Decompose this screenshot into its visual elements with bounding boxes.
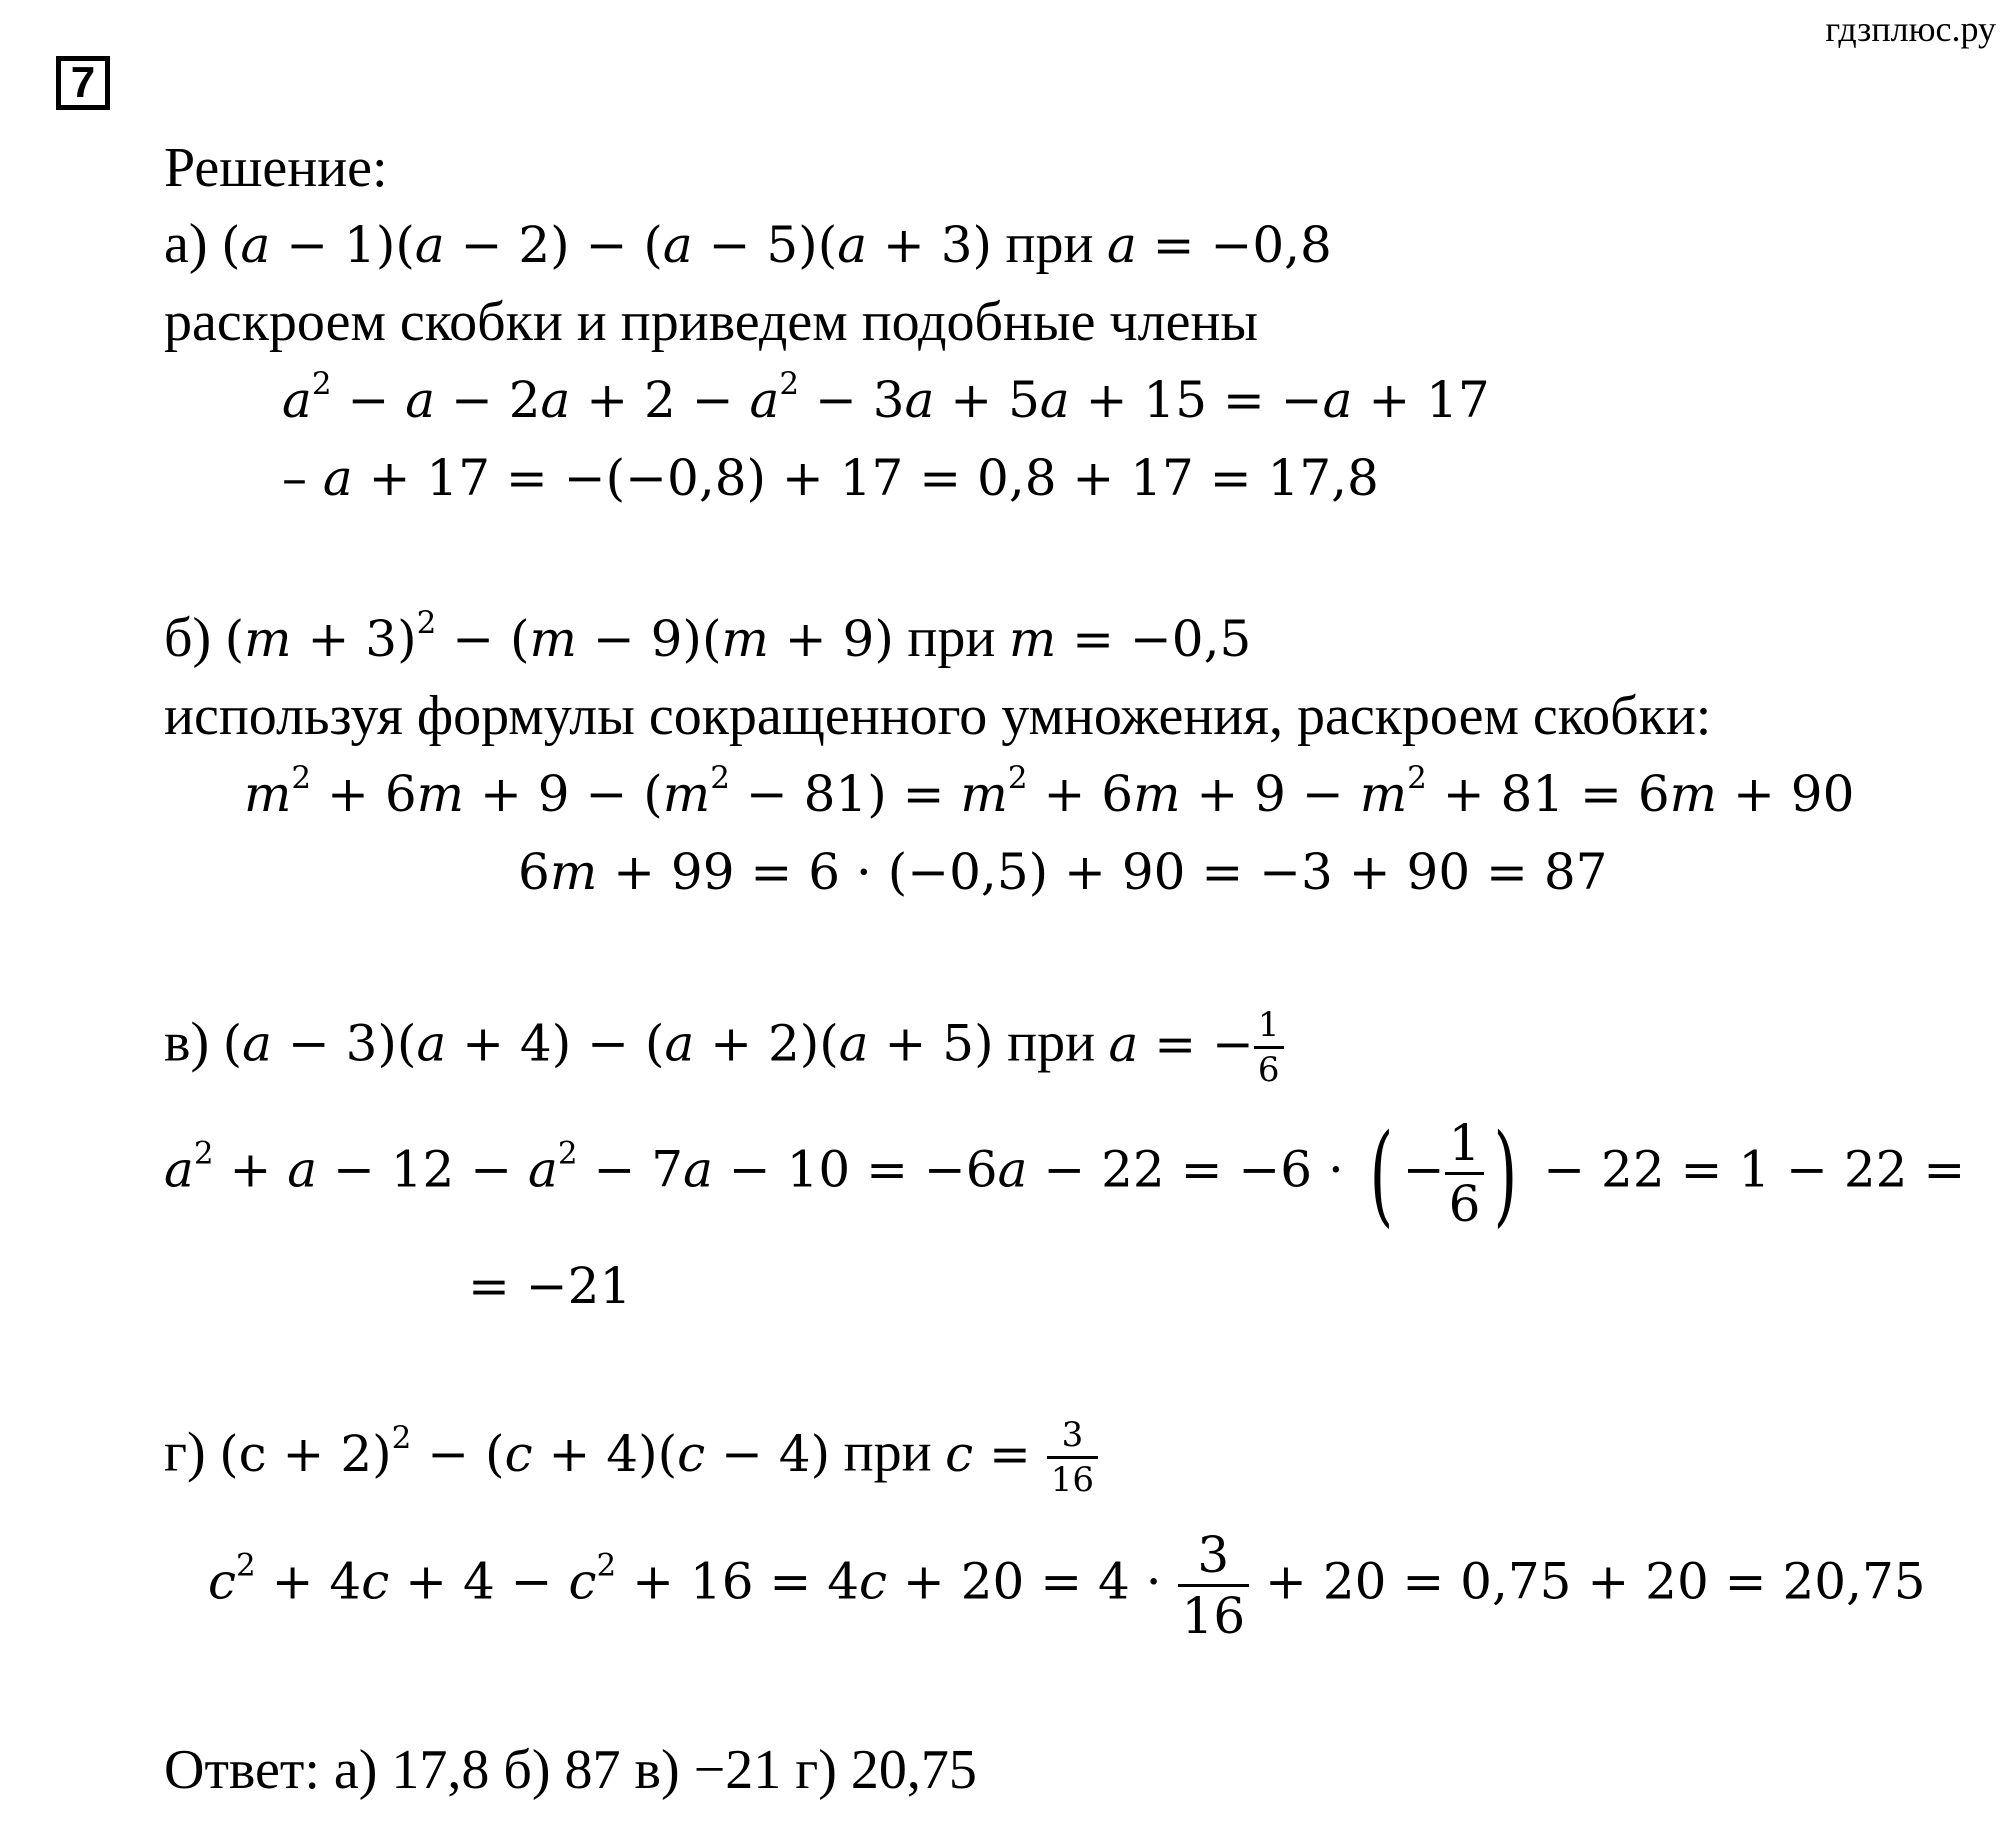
fraction-three-sixteenths: $\frac{3}{16}$	[1047, 1418, 1098, 1497]
part-v-condition-word: при	[1007, 1011, 1096, 1074]
part-a-condition: a = −0,8	[1106, 216, 1332, 274]
part-b-problem	[164, 604, 1252, 669]
part-b-step-1: $m^2 + 6m + 9 - (m^2 - 81) = m^2 + 6m + 9 - m^2 + 81 = 6m + 90$	[244, 759, 1855, 823]
part-v-expression: (a − 3)(a + 4) − (a + 2)(a + 5)	[222, 1014, 994, 1073]
part-b-label: б)	[164, 607, 212, 669]
part-a-step-2: – a + 17 = −(−0,8) + 17 = 0,8 + 17 = 17,8	[282, 449, 1379, 507]
part-g-condition-word: при	[843, 1421, 932, 1484]
part-a-step-1: $a^2 - a - 2a + 2 - a^2 - 3a + 5a + 15 = -a + 17$	[282, 365, 1490, 429]
part-g-label: г)	[164, 1421, 206, 1484]
part-b-explanation: используя формулы сокращенного умножения, раскроем скобки:	[164, 685, 1712, 747]
part-b-expression: $(m + 3)^2 - (m - 9)(m + 9)$	[224, 604, 894, 668]
part-a-explanation: раскроем скобки и приведем подобные члены	[164, 291, 1259, 353]
part-a-condition-word: при	[1005, 213, 1094, 275]
part-v-label: в)	[164, 1011, 210, 1074]
part-g-condition: c = $\frac{3}{16}$	[945, 1425, 1098, 1483]
part-g-expression: $(c + 2)^2 - (c + 4)(c - 4)$	[219, 1419, 831, 1483]
part-g-step-1: $c^2 + 4c + 4 - c^2 + 16 = 4c + 20 = 4$ · $\frac{3}{16}$ + 20 = 0,75 + 20 = 20,75	[208, 1526, 1926, 1645]
part-v-problem	[164, 1005, 1284, 1090]
part-a-label: а)	[164, 213, 208, 275]
part-v-step-2: = −21	[468, 1257, 632, 1315]
solution-heading: Решение:	[164, 137, 388, 199]
part-a-problem	[164, 214, 1332, 275]
part-b-condition-word: при	[907, 607, 996, 669]
part-b-step-2: 6m + 99 = 6 · (−0,5) + 90 = −3 + 90 = 87	[518, 843, 1608, 901]
part-v-step-1: $a^2 + a - 12 - a^2 - 7a - 10 = -6a - 22 = -6$ · ( − $\frac{1}{6}$ ) − 22 = 1 − 22 =	[164, 1109, 1966, 1238]
fraction-one-sixth: $\frac{1}{6}$	[1254, 1008, 1284, 1087]
answer-line: Ответ: а) 17,8 б) 87 в) −21 г) 20,75	[164, 1739, 977, 1801]
fraction-three-sixteenths-large: $\frac{3}{16}$	[1178, 1530, 1250, 1641]
fraction-one-sixth-large: $\frac{1}{6}$	[1445, 1118, 1485, 1229]
part-v-condition: a = − $\frac{1}{6}$	[1109, 1015, 1284, 1073]
task-number-box: 7	[56, 56, 110, 110]
part-a-expression: (a − 1)(a − 2) − (a − 5)(a + 3)	[221, 216, 993, 274]
watermark: гдзплюс.ру	[1825, 9, 1996, 49]
part-g-problem	[164, 1415, 1098, 1500]
part-b-condition: m = −0,5	[1008, 610, 1252, 668]
